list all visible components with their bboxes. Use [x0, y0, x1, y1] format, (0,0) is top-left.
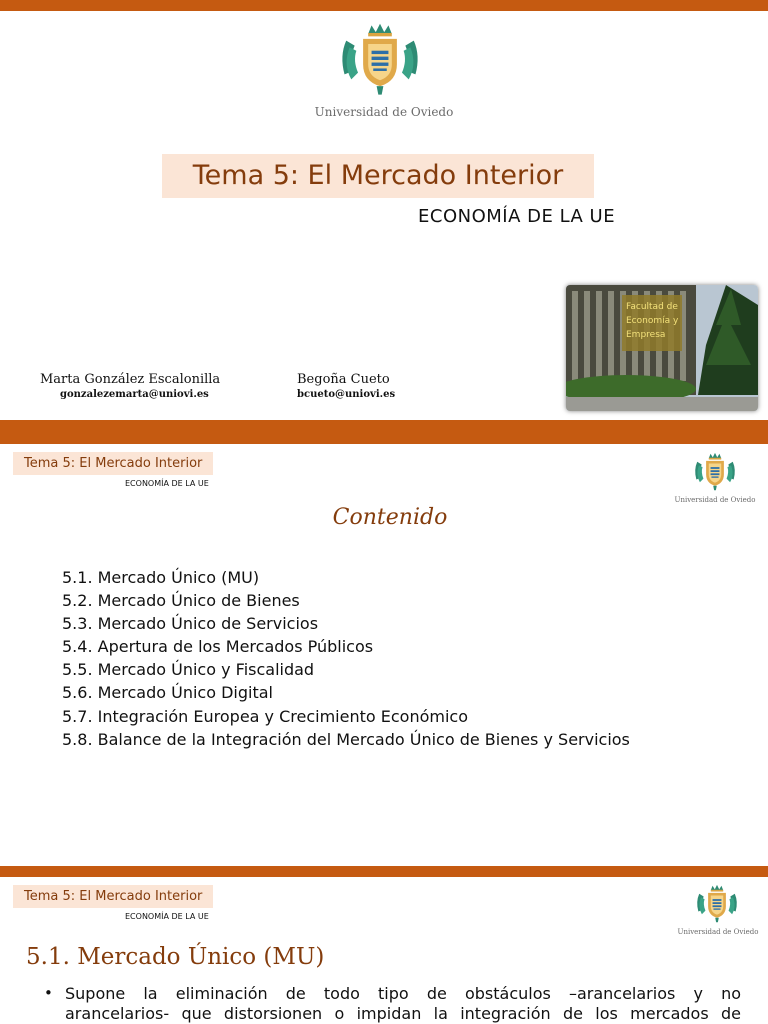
- slide3-header-title: Tema 5: El Mercado Interior: [13, 885, 213, 908]
- contents-item-5-5: 5.5. Mercado Único y Fiscalidad: [62, 660, 315, 680]
- bullet-line-2: arancelarios- que distorsionen o impidan la integración de los mercados de: [65, 1004, 741, 1023]
- university-name: Universidad de Oviedo: [314, 105, 454, 119]
- author-2-name: Begoña Cueto: [297, 372, 390, 387]
- contents-list: [62, 566, 630, 751]
- author-1-email: gonzalezemarta@uniovi.es: [60, 389, 209, 400]
- faculty-building-photo: [566, 285, 758, 411]
- contents-item-5-6: 5.6. Mercado Único Digital: [62, 683, 273, 703]
- author-1-name: Marta González Escalonilla: [40, 372, 221, 387]
- contents-item-5-2: 5.2. Mercado Único de Bienes: [62, 591, 300, 611]
- university-crest-logo-small: [690, 452, 740, 492]
- contents-item-5-1: 5.1. Mercado Único (MU): [62, 568, 260, 587]
- bullet-paragraph: [65, 984, 741, 1024]
- contents-item-5-8: 5.8. Balance de la Integración del Mercado Único de Bienes y Servicios: [62, 729, 630, 749]
- bullet-icon: •: [44, 984, 53, 1002]
- slide-separator-bar-2: [0, 866, 768, 877]
- university-name-small-2: Universidad de Oviedo: [677, 928, 759, 936]
- bullet-line-1: Supone la eliminación de todo tipo de obstáculos –arancelarios y no: [65, 984, 741, 1003]
- contents-heading: Contenido: [332, 505, 448, 530]
- slide2-header-title: Tema 5: El Mercado Interior: [13, 452, 213, 475]
- author-2-email: bcueto@uniovi.es: [297, 389, 396, 400]
- photo-sign-line-3: Empresa: [626, 330, 666, 340]
- section-heading: 5.1. Mercado Único (MU): [26, 944, 325, 970]
- photo-sign-line-1: Facultad de: [626, 302, 678, 312]
- slide3-header-subtitle: ECONOMÍA DE LA UE: [125, 912, 209, 921]
- slide1-subtitle: ECONOMÍA DE LA UE: [418, 206, 616, 227]
- university-crest-logo: [332, 22, 428, 98]
- slide2-header-subtitle: ECONOMÍA DE LA UE: [125, 479, 209, 488]
- university-name-small: Universidad de Oviedo: [674, 496, 756, 504]
- slide-separator-bar: [0, 420, 768, 444]
- photo-sign-line-2: Economía y: [626, 316, 679, 326]
- university-crest-logo-small-2: [692, 884, 742, 924]
- contents-item-5-7: 5.7. Integración Europea y Crecimiento Económico: [62, 706, 468, 726]
- contents-item-5-4: 5.4. Apertura de los Mercados Públicos: [62, 637, 374, 657]
- slide1-title: Tema 5: El Mercado Interior: [162, 154, 594, 198]
- contents-item-5-3: 5.3. Mercado Único de Servicios: [62, 614, 319, 634]
- top-accent-bar: [0, 0, 768, 11]
